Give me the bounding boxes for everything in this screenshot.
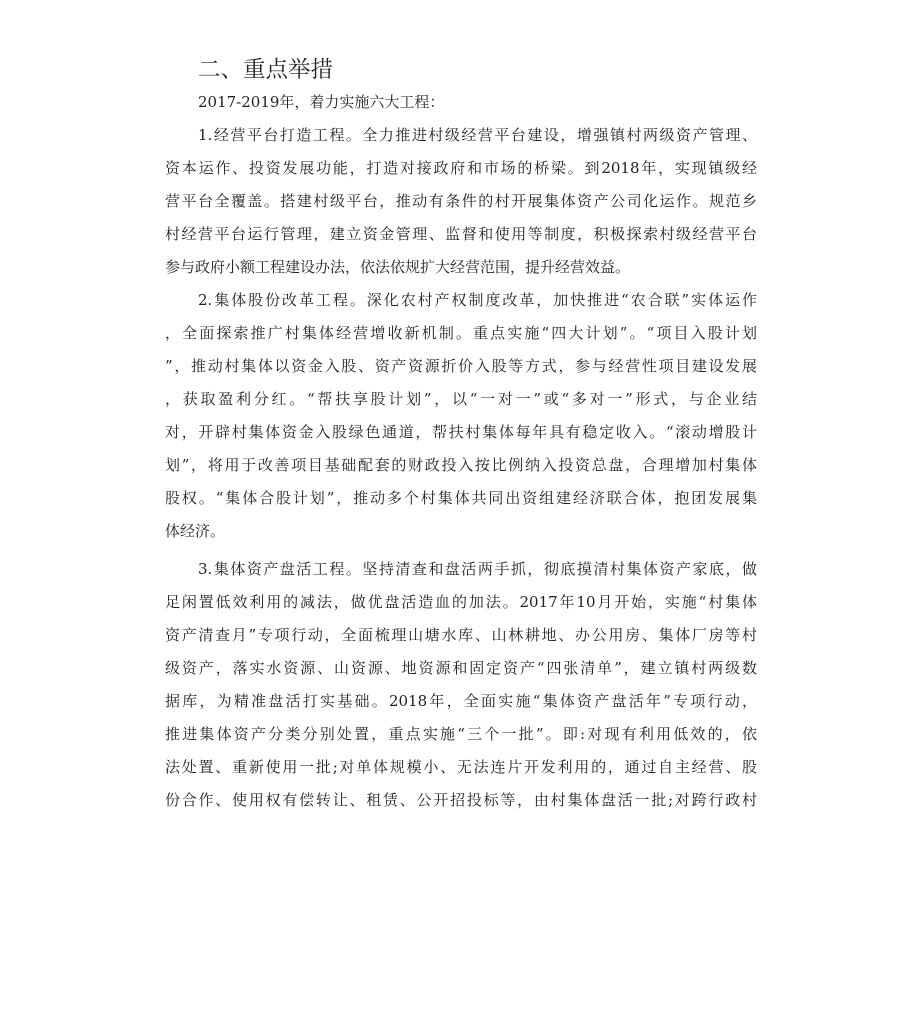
paragraph-line: 足闲置低效利用的减法，做优盘活造血的加法。2017年10月开始，实施“村集体 bbox=[165, 593, 757, 611]
paragraph-line: ，获取盈利分红。“帮扶享股计划”，以“一对一”或“多对一”形式，与企业结 bbox=[165, 390, 757, 408]
paragraph-line: 推进集体资产分类分别处置，重点实施“三个一批”。即:对现有利用低效的，依 bbox=[165, 725, 757, 743]
paragraph-line: ”，推动村集体以资金入股、资产资源折价入股等方式，参与经营性项目建设发展 bbox=[165, 357, 757, 375]
paragraph-line: 划”，将用于改善项目基础配套的财政投入按比例纳入投资总盘，合理增加村集体 bbox=[165, 456, 757, 474]
section-heading: 二、重点举措 bbox=[198, 57, 334, 83]
paragraph-line: 1.经营平台打造工程。全力推进村级经营平台建设，增强镇村两级资产管理、 bbox=[198, 126, 757, 144]
paragraph-line: ，全面探索推广村集体经营增收新机制。重点实施“四大计划”。“项目入股计划 bbox=[165, 324, 757, 342]
paragraph-line: 村经营平台运行管理，建立资金管理、监督和使用等制度，积极探索村级经营平台 bbox=[165, 225, 757, 243]
paragraph-line: 2.集体股份改革工程。深化农村产权制度改革，加快推进“农合联”实体运作 bbox=[198, 291, 757, 309]
paragraph-line: 参与政府小额工程建设办法，依法依规扩大经营范围，提升经营效益。 bbox=[165, 258, 631, 276]
paragraph-line: 股权。“集体合股计划”，推动多个村集体共同出资组建经济联合体，抱团发展集 bbox=[165, 489, 757, 507]
paragraph-line: 法处置、重新使用一批;对单体规模小、无法连片开发利用的，通过自主经营、股 bbox=[165, 758, 757, 776]
paragraph-3 bbox=[165, 553, 757, 817]
paragraph-line: 对，开辟村集体资金入股绿色通道，帮扶村集体每年具有稳定收入。“滚动增股计 bbox=[165, 423, 757, 441]
paragraph-line: 3.集体资产盘活工程。坚持清查和盘活两手抓，彻底摸清村集体资产家底，做 bbox=[198, 560, 757, 578]
paragraph-line: 据库，为精准盘活打实基础。2018年，全面实施“集体资产盘活年”专项行动， bbox=[165, 692, 757, 710]
paragraph-2 bbox=[165, 284, 757, 548]
paragraph-line: 营平台全覆盖。搭建村级平台，推动有条件的村开展集体资产公司化运作。规范乡 bbox=[165, 192, 757, 210]
paragraph-line: 体经济。 bbox=[165, 522, 226, 540]
intro-line: 2017-2019年，着力实施六大工程： bbox=[198, 93, 445, 111]
paragraph-1 bbox=[165, 119, 757, 284]
paragraph-line: 资产清查月”专项行动，全面梳理山塘水库、山林耕地、办公用房、集体厂房等村 bbox=[165, 626, 757, 644]
paragraph-line: 资本运作、投资发展功能，打造对接政府和市场的桥梁。到2018年，实现镇级经 bbox=[165, 159, 757, 177]
document-body bbox=[165, 55, 757, 817]
paragraph-line: 级资产，落实水资源、山资源、地资源和固定资产“四张清单”，建立镇村两级数 bbox=[165, 659, 757, 677]
paragraph-line: 份合作、使用权有偿转让、租赁、公开招投标等，由村集体盘活一批;对跨行政村 bbox=[165, 791, 757, 809]
